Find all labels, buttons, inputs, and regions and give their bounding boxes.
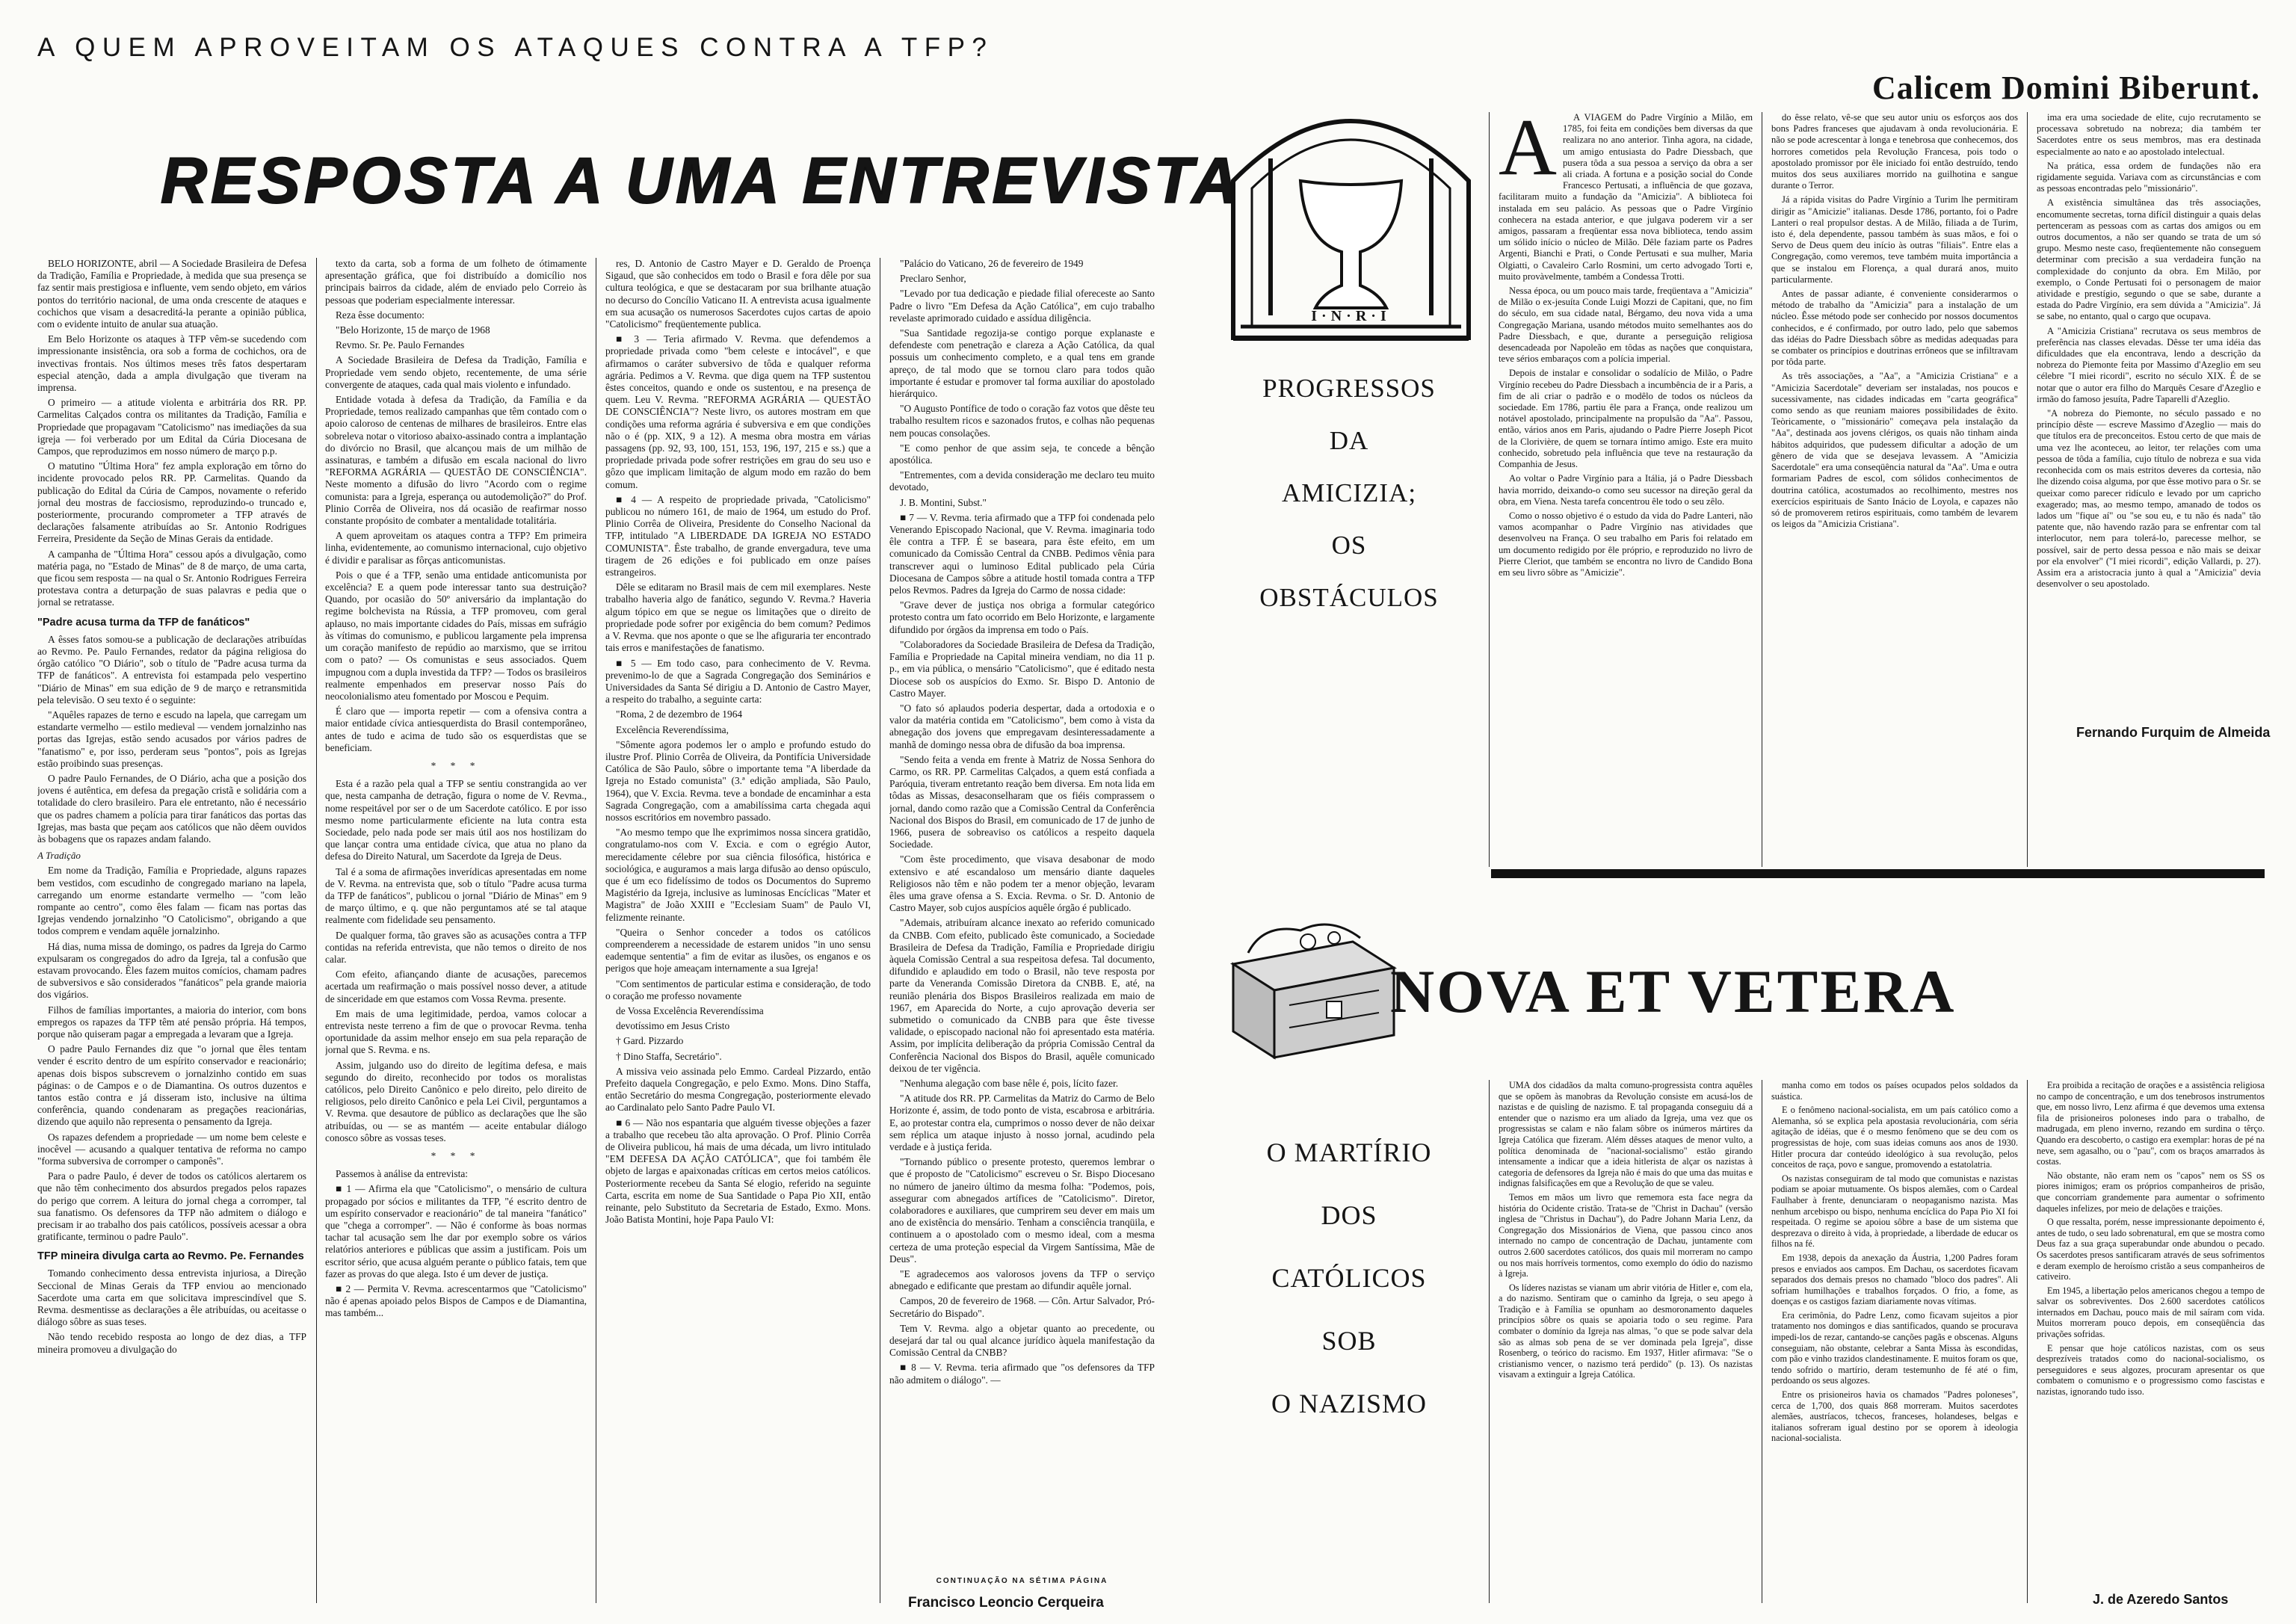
paragraph: De qualquer forma, tão graves são as acusações contra a TFP contidas na referida entrevista, que não temos o direito de nos calar. xyxy=(325,929,587,965)
paragraph: ■ 4 — A respeito de propriedade privada, "Catolicismo" publicou no número 161, de maio de 1964, um estudo do Prof. Plinio Corrêa de Oliveira, Presidente do Conselho Nacional da TFP, intitulado "A LIBERDADE DA IGREJA NO ESTADO COMUNISTA". Êste trabalho, de grande envergadura, teve uma tiragem de 26 edições e foi publicado em onze países estrangeiros. xyxy=(605,493,871,578)
paragraph: O que ressalta, porém, nesse impressionante depoimento é, antes de tudo, o seu lado sobrenatural, em que se mostra como Deus faz a sua graça superabundar onde abundou o pecado. Os sacerdotes presos santificaram através de seus sofrimentos e deram exemplo de heroísmo cristão a seus companheiros de cativeiro. xyxy=(2037,1217,2265,1282)
paragraph: "Ademais, atribuíram alcance inexato ao referido comunicado da CNBB. Com efeito, publicado êste comunicado, a Sociedade Brasileira de Defesa da Tradição, Família e Propriedade dirigiu àquela Comissão Central a sua respeitosa defesa. Tal documento, difundido e aplaudido em todo o Brasil, não teve resposta por parte da Veneranda Comissão Diretora da CNBB. E, até, na reunião plenária dos Bispos Brasileiros realizada em maio de 1967, em Aparecida do Norte, a cujo aprovação deveria ser submetido o comunicado da CNBB para que êste tivesse validade, o episcopado nacional não foi apresentado esta matéria. Assim, por implícita deliberação da própria Comissão Central da Conferência Nacional dos Bispos do Brasil, aquêle comunicado deixou de ter vigência. xyxy=(889,917,1155,1074)
paragraph: Tal é a soma de afirmações inverídicas apresentadas em nome de V. Revma. na entrevista que, sob o título "Padre acusa turma da TFP de fanáticos", publicou o jornal "Diário de Minas" em 9 de março último, e q. que não perguntamos até se tal ataque realmente com fidelidade seu pensamento. xyxy=(325,865,587,926)
paragraph: Em nome da Tradição, Família e Propriedade, alguns rapazes bem vestidos, com escudinho de congregado mariano na lapela, carregando um enorme estandarte vermelho — "com leão rompante ao centro", como êles falam — ficam nas portas das Igrejas vendendo jornalzinho "O Catolicismo", obrigando a que todos comprem e vendam aquêle jornalzinho. xyxy=(37,865,306,937)
paragraph: "O Augusto Pontífice de todo o coração faz votos que dêste teu trabalho resultem ricos e sazonados frutos, e colhas não pequenas nem poucas consolações. xyxy=(889,403,1155,439)
paragraph: Reza êsse documento: xyxy=(336,309,425,321)
paragraph: "Palácio do Vaticano, 26 de fevereiro de 1949 xyxy=(900,258,1084,269)
paragraph: Ao voltar o Padre Virgínio para a Itália, já o Padre Diessbach havia morrido, deixando-o como seu sucessor na direção geral da obra, em Viena. Nesta tarefa concentrou êle todo o seu zêlo. xyxy=(1499,473,1753,507)
paragraph: Dêle se editaram no Brasil mais de cem mil exemplares. Neste trabalho haveria algo de fanático, segundo V. Revma.? Haveria algum tópico em que se negue os limitações que o direito de propriedade pode sofrer por exigência do bem comum? Pedimos a V. Revma. que nos aponte o que se lhe afiguraria ter encontrado tais erros e manifestações de fanatismo. xyxy=(605,581,871,654)
paragraph: Esta é a razão pela qual a TFP se sentiu constrangida ao ver que, nesta campanha de detração, figura o nome de V. Revma., nome respeitável por ser o de um Sacerdote católico. E por isso mesmo nome particularmente eficiente na luta contra esta Sociedade, pelo nada pode ser mais útil aos nos hostilizam do que lançar contra uma entidade cívica, que atua no plano da defesa do Direito Natural, um Sacerdote da Igreja de Deus. xyxy=(325,778,587,862)
paragraph: "E agradecemos aos valorosos jovens da TFP o serviço abnegado e edificante que prestam ao difundir aquêle jornal. xyxy=(889,1268,1155,1292)
section-title-nova-et-vetera: NOVA ET VETERA xyxy=(1390,957,1957,1025)
title-line: AMICIZIA; xyxy=(1281,478,1417,507)
column-rule xyxy=(2027,1080,2028,1603)
paragraph: Na prática, essa ordem de fundações não era rigidamente seguida. Variava com as circunstâncias e com as pessoas encontradas pelo "missionário". xyxy=(2037,160,2261,194)
paragraph: "Sendo feita a venda em frente à Matriz de Nossa Senhora do Carmo, os RR. PP. Carmelitas Calçados, a quem está confiada a Paróquia, tiveram entretanto reação bem diversa. Em nota lida em tôdas as Missas, desaconselharam que os fiéis comprassem o jornal, dando como razão que a Comissão Central da Conferência Nacional dos Bispos do Brasil, em comunicado de 17 de junho de 1966, pusera de sobreaviso os católicos a respeito daquela Sociedade. xyxy=(889,753,1155,850)
paragraph: "O fato só aplaudos poderia despertar, dada a ortodoxia e o valor da matéria contida em "Catolicismo", bem como à vista da abnegação dos jovens que empregavam desinteressadamente a manhã de domingo nessa obra de difusão da boa imprensa. xyxy=(889,702,1155,750)
column-rule xyxy=(1489,112,1490,867)
paragraph: Preclaro Senhor, xyxy=(900,273,966,285)
paragraph: A campanha de "Última Hora" cessou após a divulgação, como matéria paga, no "Estado de Minas" de 8 de março, de uma carta, que ficou sem resposta — na qual o Sr. Antonio Rodrigues Ferreira protestava contra a deturpação de suas palavras e pedia que o jornal se retratasse. xyxy=(37,548,306,608)
paragraph: ■ 8 — V. Revma. teria afirmado que "os defensores da TFP não admitem o diálogo". — xyxy=(889,1362,1155,1386)
paragraph: Os nazistas conseguiram de tal modo que comunistas e nazistas podiam se apoiar mutuamente. Os bispos alemães, com o Cardeal Faulhaber à frente, denunciaram o neopaganismo nazista. Mas nenhum arcebispo ou bispo, nenhuma encíclica do Papa Pio XI foi respeitada. O regime se apoiou sôbre a base de um sistema que desprezava o direito à vida, à propriedade, a liberdade de educar os filhos na fé. xyxy=(1771,1173,2018,1250)
paragraph: Há dias, numa missa de domingo, os padres da Igreja do Carmo expulsaram os congregados do adro da Igreja, tal a confusão que estavam provocando. Êles fazem muitos comícios, chamam padres de subversivos e são considerados "fanáticos" pela grande maioria dos vigários. xyxy=(37,940,306,1001)
motto-calicem: Calicem Domini Biberunt. xyxy=(1872,70,2260,106)
paragraph: Para o padre Paulo, é dever de todos os católicos alertarem os que não têm conhecimento dos absurdos pregados pelos rapazes do perigo que correm. A leitura do jornal chega a corromper, tal sua fanatismo. Os defensores da TFP não admitem o diálogo e precisam ir ao trabalho dos pais católicos, possíveis acessar a obra gratificante, terminou o padre Paulo". xyxy=(37,1170,306,1243)
paragraph: A Sociedade Brasileira de Defesa da Tradição, Família e Propriedade vem sendo objeto, recentemente, de uma série convergente de ataques, cada qual mais violento e infundado. xyxy=(325,354,587,390)
paragraph: Em mais de uma legitimidade, perdoa, vamos colocar a entrevista neste terreno a fim de que o provocar Revma. tenha oportunidade da assim melhor ensejo em sua pela reparação de jornal que S. Revma. e ns. xyxy=(325,1007,587,1056)
amicizia-signature: Fernando Furquim de Almeida xyxy=(2076,725,2271,740)
paragraph: A existência simultânea das três associações, encomumente secretas, torna difícil distinguir a quais delas pertenceram as pessoas com as cartas dos amigos ou em outros documentos, a não ser quando se trata de um só grupo. Mesmo neste caso, freqüentemente não conseguem determinar com precisão a sua verdadeira função na complexidade do conjunto da obra. Em Milão, por exemplo, o Conde Pertusati foi o personagem de maior atividade e prestígio, segundo o que se sabe, durante a estada do Padre Virgínio, era sem dúvida a "Amicizia". Já se sabe, no entanto, qual o cargo que ocupava. xyxy=(2037,197,2261,322)
paragraph: Como o nosso objetivo é o estudo da vida do Padre Lanteri, não vamos acompanhar o Padre Virgínio nas atividades que desenvolveu na França. O seu trabalho em Paris foi relatado em um documento redigido por êle próprio, e reproduzido no livro de Pierre Cleriot, que também se encontra no livro de Candido Bona em seu livro sôbre as "Amicizie". xyxy=(1499,510,1753,578)
paragraph: "Levado por tua dedicação e piedade filial ofereceste ao Santo Padre o livro "Em Defesa da Ação Católica", em cujo trabalho revelaste aprimorado cuidado e assídua diligência. xyxy=(889,288,1155,324)
title-line: OBSTÁCULOS xyxy=(1259,583,1439,612)
paragraph: Entidade votada à defesa da Tradição, da Família e da Propriedade, temos realizado campanhas que têm contado com o apoio caloroso de centenas de milhares de brasileiros. Entre elas sobreleva notar o vitorioso abaixo-assinado contra a implantação do divórcio no Brasil, que alcançou mais de um milhão de assinaturas, e também a difusão em escala nacional do livro "REFORMA AGRÁRIA — QUESTÃO DE CONSCIÊNCIA". Neste momento a difusão do livro "Acordo com o regime comunista: para a Igreja, esperança ou autodemolição?" do Prof. Plinio Corrêa de Oliveira, nos dá ocasião de reafirmar nosso constante propósito de combater a mentalidade totalitária. xyxy=(325,394,587,527)
column-rule xyxy=(316,258,317,1603)
paragraph: ■ 6 — Não nos espantaria que alguém tivesse objeções a fazer a trabalho que recebeu tão alta aprovação. O Prof. Plinio Corrêa de Oliveira publicou, há mais de uma década, um livro intitulado "EM DEFESA DA AÇÃO CATÓLICA", que foi também êle objeto de largas e apaixonadas críticas em certos meios católicos. Posteriormente recebeu da Santa Sé elogio, referido na seguinte Carta, escrita em nome de Sua Santidade o Papa Pio XII, então reinante, pelo Substituto da Secretaria de Estado, Exmo. Mons. João Batista Montini, hoje Papa Paulo VI: xyxy=(605,1117,871,1226)
nazismo-column-2 xyxy=(1771,1080,2018,1611)
drop-cap: A xyxy=(1499,112,1557,192)
paragraph: O padre Paulo Fernandes, de O Diário, acha que a posição dos jovens é autêntica, em defesa da pregação cristã e solidária com a totalidade do clero brasileiro. Para ele entretanto, não é necessário que os padres chamem a polícia para tirar fanáticos das portas das Igrejas, mas basta que peçam aos católicos que não dêem ouvidos às bobagens que os rapazes andam falando. xyxy=(37,772,306,845)
title-line: SOB xyxy=(1321,1326,1377,1356)
paragraph: "Com sentimentos de particular estima e consideração, de todo o coração me professo novamente xyxy=(605,978,871,1001)
article-column-4 xyxy=(889,258,1155,1573)
paragraph: Entre os prisioneiros havia os chamados "Padres poloneses", cerca de 1,700, dos quais 868 morreram. Muitos sacerdotes alemães, austríacos, tchecos, franceses, holandeses, belgas e italianos sofreram igual destino por se oporem à ideologia nacional-socialista. xyxy=(1771,1389,2018,1444)
paragraph: do êsse relato, vê-se que seu autor uniu os esforços aos dos bons Padres franceses que ajudavam à onda revolucionária. E não se pode acrescentar à longa e tenebrosa que conhecemos, dos horrores cometidos pela Revolução Francesa, pois todo o apostolado promissor por êle iniciado foi então destruído, tendo muitos dos seus auxiliares morrido na guilhotina e sangue durante o Terror. xyxy=(1771,112,2018,191)
title-line: PROGRESSOS xyxy=(1262,374,1436,403)
paragraph: O primeiro — a atitude violenta e arbitrária dos RR. PP. Carmelitas Calçados contra os militantes da Tradição, Família e Propriedade que propagavam "Catolicismo" nas imediações da sua igreja — foi verberado por um Edital da Cúria Diocesana de Campos, que reproduzimos em nosso número de março p.p. xyxy=(37,397,306,457)
paragraph: Tem V. Revma. algo a objetar quanto ao precedente, ou desejará dar tal ou qual alcance jurídico àquela manifestação da Comissão Central da CNBB? xyxy=(889,1322,1155,1359)
paragraph: A êsses fatos somou-se a publicação de declarações atribuídas ao Revmo. Pe. Paulo Fernandes, redator da página religiosa do órgão católico "O Diário", sob o título de "Padre acusa turma da TFP de fanáticos". A entrevista foi estampada pelo vespertino "Diário de Minas" em sua edição de 9 de março e retransmitida pela televisão. O seu texto é o seguinte: xyxy=(37,633,306,706)
chalice-emblem xyxy=(1218,69,1484,349)
paragraph: Em 1945, a libertação pelos americanos chegou a tempo de salvar os sobreviventes. Dos 2.600 sacerdotes católicos internados em Dachau, pouco mais de mil saíram com vida. Muitos morreram pouco depois, em conseqüência das privações sofridas. xyxy=(2037,1285,2265,1340)
paragraph: "Roma, 2 de dezembro de 1964 xyxy=(616,708,743,720)
paragraph: Já a rápida visitas do Padre Virgínio a Turim lhe permitiram dirigir as "Amicizie" italianas. Desde 1786, portanto, foi o Padre Lanteri o real propulsor destas. A de Milão, filiada a de Turim, isto é, dela dependente, passou também às suas mãos, e foi o Servo de Deus quem deu início às outras "filiais". Entre elas a Congregação, como veremos, teve também muita importância a que se instalou em Florença, a qual durará anos, muito particularmente. xyxy=(1771,194,2018,285)
paragraph: As três associações, a "Aa", a "Amicizia Cristiana" e a "Amicizia Sacerdotale" deveriam ser instaladas, nos poucos e sucessivamente, nas cidades indicadas em "carta geográfica" como sendo as que reuniam maiores possibilidades de êxito. Teòricamente, o "missionário" começava pela instalação da "Aa", destinada aos jovens clérigos, os quais não tinham ainda hábitos adquiridos, que pudessem dificultar a adoção de um gênero de vida que se desejava levassem. A "Amicizia Sacerdotale" era uma conseqüência natural da "Aa". Uma e outra formariam Padres de escol, com sólidos conhecimentos de doutrina católica, acostumados ao recolhimento, mestres nos exercícios espirituais de Santo Inácio de Loyola, e capazes não só de promoverem retiros espirituais, como também de levarem os leigos da "Amicizia Cristiana". xyxy=(1771,371,2018,530)
paragraph: A missiva veio assinada pelo Emmo. Cardeal Pizzardo, então Prefeito daquela Congregação, e pelo Exmo. Mons. Dino Staffa, então Secretário do mesma Congregação, posteriormente elevado ao Cardinalato pelo Santo Padre Paulo VI. xyxy=(605,1065,871,1114)
title-line: CATÓLICOS xyxy=(1271,1263,1427,1293)
title-line: O MARTÍRIO xyxy=(1266,1137,1432,1167)
section-divider-bar xyxy=(1491,869,2265,878)
paragraph: de Vossa Excelência Reverendíssima xyxy=(616,1004,764,1016)
paragraph: ■ 7 — V. Revma. teria afirmado que a TFP foi condenada pelo Venerando Episcopado Nacional, que V. Revma. imaginaria todo êle contra a TFP. É se baseara, para êste efeito, em um comunicado da Comissão Central da CNBB. Pedimos vênia para transcrever aqui o luminoso Edital publicado pela Cúria Diocesana de Campos sôbre a atitude hostil tomada contra a TFP pelos Revmos. Padres da Igreja do Carmo de nossa cidade: xyxy=(889,511,1155,596)
paragraph: † Dino Staffa, Secretário". xyxy=(616,1050,722,1062)
paragraph: O padre Paulo Fernandes diz que "o jornal que êles tentam vender é escrito dentro de um espírito conservador e reacionário; apenas dois bispos subscrevem o jornalzinho contido em suas páginas: o de Campos e o de Diamantina. Os outros duzentos e tantos estão contra e já disseram isto, inclusive na última conferência, quando condenaram as pregações reacionárias, dizendo que aquilo não representa o pensamento da Igreja. xyxy=(37,1043,306,1128)
paragraph: ■ 5 — Em todo caso, para conhecimento de V. Revma. prevenimo-lo de que a Sagrada Congregação dos Seminários e Universidades da Santa Sé dirigiu a D. Antonio de Castro Mayer, a respeito do trabalho, a seguinte carta: xyxy=(605,657,871,706)
article-column-1 xyxy=(37,258,306,1611)
paragraph: Em 1938, depois da anexação da Áustria, 1,200 Padres foram presos e enviados aos campos. Em Dachau, os sacerdotes ficavam separados dos demais presos no chamado "bloco dos padres". Ali sofriam humilhações e trabalhos forçados. O frio, a fome, as doenças e os castigos faziam diariamente novas vítimas. xyxy=(1771,1252,2018,1307)
paragraph: "Sua Santidade regozija-se contigo porque explanaste e defendeste com penetração e clareza a Ação Católica, da qual possuis um conhecimento completo, e a qual tens em grande apreço, de tal modo que se tornou claro para todos quão importante é estudar e promover tal forma auxiliar do apostolado hierárquico. xyxy=(889,327,1155,400)
paragraph: Os rapazes defendem a propriedade — um nome bem celeste e inocêvel — acusando a qualquer tentativa de reforma no campo "forma subversiva de corromper o camponês". xyxy=(37,1131,306,1167)
paragraph: † Gard. Pizzardo xyxy=(616,1035,684,1047)
amicizia-column-1 xyxy=(1499,112,1753,867)
paragraph: UMA dos cidadãos da malta comuno-progressista contra aquêles que se opõem às manobras da Revolução consiste em acusá-los de nazistas e de quisling de nazismo. E tal propaganda conseguiu dá a entender que o nazismo era um aliado da Igreja, uma vez que os progressistas se calam e não falam sôbre os inúmeros mártires da Igreja Católica que fizeram. Além dêsses ataques de menor vulto, a política denominada de "nacional-socialismo" estão girando intensamente a indicar que a ideia hitlerista de alçar os nazistas à categoria de defensores da Igreja não é mais do que uma das muitas e indignas falsificações em que a Revolução de que se valeu. xyxy=(1499,1080,1753,1189)
paragraph: Não obstante, não eram nem os "capos" nem os SS os piores inimigos; eram os próprios companheiros de prisão, que concorriam grandemente para aumentar o sofrimento daqueles infelizes, por meio de delações e traições. xyxy=(2037,1170,2265,1214)
paragraph: ima era uma sociedade de elite, cujo recrutamento se processava sobretudo na nobreza; dia também ter Sacerdotes entre os seus membros, mas era destinada especialmente ao nato e ao apostolado intelectual. xyxy=(2037,112,2261,157)
paragraph: Campos, 20 de fevereiro de 1968. — Côn. Artur Salvador, Pró-Secretário do Bispado". xyxy=(889,1295,1155,1319)
amicizia-column-3 xyxy=(2037,112,2261,762)
column-rule xyxy=(1489,1080,1490,1603)
paragraph: Era proibida a recitação de orações e a assistência religiosa no campo de concentração, e um dos tenebrosos instrumentos que, em nosso livro, Lenz afirma é que devemos uma extensa fila de prisioneiros poloneses indo para o trabalho, de madrugada, em pleno inverno, rezando em surdina o têrço. Quando era descoberto, o castigo era exemplar: horas de pé na neve, sem agasalho, ou o "pau", com os braços amarrados às costas. xyxy=(2037,1080,2265,1167)
paragraph: "Belo Horizonte, 15 de março de 1968 xyxy=(336,324,490,336)
paragraph: "E como penhor de que assim seja, te concede a bênção apostólica. xyxy=(889,442,1155,466)
paragraph: "Tornando público o presente protesto, queremos lembrar o que é proposto de "Catolicismo" escreveu o Sr. Bispo Diocesano no número de janeiro último da mesma folha: "Podemos, pois, assegurar com abnegados artífices de "Catolicismo". Diretor, colaboradores e auxiliares, que cumprirem seu dever em mais um ano de existência do mensário. Tenham a consciência tranqüila, e continuem a o apostolado com o mesmo ideal, com a mesma certeza de uma proteção especial da Virgem Santíssima, Mãe de Deus". xyxy=(889,1156,1155,1265)
article-column-3 xyxy=(605,258,871,1611)
paragraph: Não tendo recebido resposta ao longo de dez dias, a TFP mineira promoveu a divulgação do xyxy=(37,1331,306,1355)
title-line: O NAZISMO xyxy=(1271,1389,1427,1418)
paragraph: "Nenhuma alegação com base nêle é, pois, lícito fazer. xyxy=(900,1078,1119,1089)
subheading-tfp-mineira: TFP mineira divulga carta ao Revmo. Pe. Fernandes xyxy=(37,1250,304,1263)
paragraph: E pensar que hoje católicos nazistas, com os seus desprezíveis tratados como do nacional-socialismo, os perseguidores e seus algozes, procuram apresentar os que combatem o comunismo e o progressismo como fascistas e nazistas, ignorando tudo isso. xyxy=(2037,1342,2265,1398)
paragraph: Excelência Reverendíssima, xyxy=(616,723,729,735)
paragraph: "Ao mesmo tempo que lhe exprimimos nossa sincera gratidão, congratulamo-nos com V. Excia. e com o egrégio Autor, merecidamente célebre por sua ciência filosófica, histórica e sociológica, e auguramos a mais larga difusão ao denso opúsculo, que é um eco fidelíssimo de todos os Documentos do Supremo Magistério da Igreja, inclusive as luminosas Encíclicas "Mater et Magistra" de João XXIII e "Ecclesiam Suam" de Paulo VI, felizmente reinante. xyxy=(605,827,871,923)
paragraph: "Aquêles rapazes de terno e escudo na lapela, que carregam um estandarte vermelho — estilo medieval — vendem jornalzinho nas portas das Igrejas, estão sendo acusados por vários padres de "fanatismo" e, por isso, perderam seus "pontos", pois as Igrejas estão proibindo suas presenças. xyxy=(37,708,306,769)
article-title-martirio xyxy=(1226,1121,1472,1435)
section-divider-stars: * * * xyxy=(430,1150,481,1162)
paragraph: Em Belo Horizonte os ataques à TFP vêm-se sucedendo com impressionante insistência, ora sob a forma de cochichos, ora de invectivas frontais. Nos últimos meses três fatos despertaram especial atenção, dada a ampla divulgação que tiveram na imprensa. xyxy=(37,333,306,394)
paragraph: devotíssimo em Jesus Cristo xyxy=(616,1020,730,1032)
column-rule xyxy=(2027,112,2028,867)
paragraph: "Com êste procedimento, que visava desabonar de modo extensivo e até escandaloso um mensário diante daqueles Religiosos não têm e não podem ter a menor objeção, levaram êles uma grave ofensa a S. Excia. Revma. o Sr. D. Antonio de Castro Mayer, sob cujos auspícios aquêle órgão é publicado. xyxy=(889,853,1155,914)
author-signature: Francisco Leoncio Cerqueira xyxy=(908,1595,1104,1611)
paragraph: A "Amicizia Cristiana" recrutava os seus membros de preferência nas classes elevadas. Dêsse ter uma idéia das dificuldades que ela encontrava, lendo a descrição da nobreza do Piemonte feita por Massimo d'Azeglio em seu célebre "I miei ricordi", escrito no século XIX. É de se notar que o autor era filho do Marquês Cesare d'Azeglio e irmão do famoso jesuíta, Padre Taparelli d'Azeglio. xyxy=(2037,325,2261,404)
chest-icon xyxy=(1218,908,1401,1061)
paragraph: A VIAGEM do Padre Virgínio a Milão, em 1785, foi feita em condições bem diversas da que realizara no ano anterior. Tinha agora, na cidade, um amigo entusiasta do Padre Diessbach, que pusera tôda a sua pessoa a serviço da obra a ser ali criada. A fortuna e a posição social do Conde Francesco Pertusati, a influência de que gozava, facilitaram muito a fundação da "Amicizia". A biblioteca foi instalada em seu palácio. As pessoas que o Padre Virgínio conhecera na estada anterior, e que julgava poderem vir a ser amigos, passaram a freqüentar essa nova biblioteca, tendo assim um sólido início o núcleo de Milão. Dêle faziam parte os Padres Argenti, Bianchi e Prati, o Conde Pertusati e sua mulher, Maria Olgiatti, o Cavaleiro Carlo Rosmini, um certo advogado Torti e, muito provàvelmente, também a Condessa Trotti. xyxy=(1499,112,1753,282)
article-title-progressos xyxy=(1226,362,1472,624)
section-kicker: A QUEM APROVEITAM OS ATAQUES CONTRA A TFP? xyxy=(37,33,994,62)
paragraph: Revmo. Sr. Pe. Paulo Fernandes xyxy=(336,339,465,351)
paragraph: E o fenômeno nacional-socialista, em um país católico como a Alemanha, só se explica pela apostasia revolucionária, com séria agitação de idéias, que é o mesmo fenômeno que se deu com os progressistas de hoje, com suas ideias comuns aos anos de 1930. Hitler procura dar conteúdo ideológico à sua revolução, pelos conceitos de raça, povo e sangue, promovendo a estatolatria. xyxy=(1771,1105,2018,1170)
paragraph: BELO HORIZONTE, abril — A Sociedade Brasileira de Defesa da Tradição, Família e Propriedade, à medida que sua presença se faz sentir mais prestigiosa e influente, vem sendo objeto, em vários pontos do território nacional, de uma onda crescente de ataques e cochichos que visam a desacreditá-la perante a opinião pública, com o evidente intuito de anular sua atuação. xyxy=(37,258,306,330)
title-line: DA xyxy=(1329,426,1369,455)
treasure-chest-illustration xyxy=(1218,908,1401,1061)
title-line: DOS xyxy=(1321,1200,1377,1230)
inri-label: I·N·R·I xyxy=(1311,308,1391,324)
article-column-2 xyxy=(325,258,587,1611)
paragraph: Era cerimônia, do Padre Lenz, como ficavam sujeitos a pior tratamento nos domingos e dias santificados, quando se procurava impedi-los de rezar, cantando-se canções pagãs e obscenas. Alguns conseguiam, não obstante, celebrar a Santa Missa às escondidas, com pão e vinho trazidos clandestinamente. E muitos foram os que, tendo sofrido o martírio, deram testemunho de fé até o fim, perdoando os seus algozes. xyxy=(1771,1309,2018,1386)
paragraph: "Entrementes, com a devida consideração me declaro teu muito devotado, xyxy=(889,469,1155,493)
paragraph: Pois o que é a TFP, senão uma entidade anticomunista por excelência? E a quem pode interessar tanto sua destruição? Quando, por ocasião do 50º aniversário da implantação do regime bolchevista na Rússia, a TFP promoveu, com geral aplauso, no mais importante cidades do País, missas em sufrágio às vítimas do comunismo, e publicou largamente pela imprensa um coração manifesto de repúdio ao marxismo, que se irritou com o pato? — Os comunistas e seus associados. Quem impugnou com a dupla investida da TFP? — Todos os brasileiros realmente empenhados em preservar nosso País do neocolonialismo ateu fomentado por Moscou e Pequim. xyxy=(325,569,587,702)
paragraph: ■ 3 — Teria afirmado V. Revma. que defendemos a propriedade privada como "bem celeste e intocável", e que afirmamos o caráter subversivo de tôda e qualquer reforma agrária. Pedimos a V. Revma. que diga quem na TFP sustentou êstes conceitos, quando e onde os sustentou, e na presença de quem. Leu V. Revma. "REFORMA AGRÁRIA — QUESTÃO DE CONSCIÊNCIA"? Neste livro, os autores mostram em que condições uma reforma agrária é subversiva e em que condições não o é (pp. XIX, 9 a 12). A mesma obra mostra em várias passagens (pp. 92, 93, 100, 151, 153, 196, 197, 215 e ss.) que a propriedade privada pode sofrer restrições em grau do seu uso e gôzo que implicam limitação de algum modo em razão do bem comum. xyxy=(605,333,871,490)
paragraph: Temos em mãos um livro que rememora esta face negra da história do Ocidente cristão. Trata-se de "Christ in Dachau" (versão inglesa de "Christus in Dachau"), do Padre Johann Maria Lenz, da Congregação dos Missionários de Viena, que passou cinco anos internado no campo de concentração de Dachau, juntamente com outros 2.600 sacerdotes católicos, dos quais mil morreram no campo ou nos mais horríveis tormentos, como exemplo do ódio do nazismo à Igreja. xyxy=(1499,1191,1753,1279)
paragraph: Assim, julgando uso do direito de legítima defesa, e mais segundo do direito, reconhecido por todos os moralistas católicos, pelo Direito Canônico e pelo direito, pelo direito de religiosos, pelo direito Canônico e pela Lei Civil, perguntamos a V. Revma. que desautore de público as declarações que lhe são atribuídas, ou — se as mantém — aceite entabular diálogo conosco sôbre as vossas teses. xyxy=(325,1059,587,1143)
paragraph: manha como em todos os países ocupados pelos soldados da suástica. xyxy=(1771,1080,2018,1102)
paragraph: "Colaboradores da Sociedade Brasileira de Defesa da Tradição, Família e Propriedade na Capital mineira vendiam, no dia 11 p. p., em via pública, o mensário "Catolicismo", que é editado nesta Diocese sob os auspícios do Exmo. Sr. Bispo D. Antonio de Castro Mayer. xyxy=(889,638,1155,699)
paragraph: Com efeito, afiançando diante de acusações, parecemos acertada um reafirmação o mais possível nosso dever, a atitude de sinceridade em que estamos com Vossa Revma. presente. xyxy=(325,969,587,1004)
paragraph: "A nobreza do Piemonte, no século passado e no princípio dêste — escreve Massimo d'Azeglio — mais do que títulos era de preconceitos. Estou certo de que mais de uma vez lhe aconteceu, ao leitor, ter relações com uma pessoa de tôda a família, cujo título de nobreza e sua vida reconhecida com os mais estritos deveres da cortesia, não lhe dizendo coisa alguma, por que êsse motivo para o Sr. se queixar como parecer ridículo e levado por um capricho exagerado; mas, ao mesmo tempo, amanado de todos os lados um "fique aí" ou "se sou eu, e tu não és nada" tão patente que, não havendo razão para se enfrentar com tal interlocutor, nem para tolerá-lo, parecesse melhor, se possível, sair de perto dessa pessoa e não mais se deixar por ela envolver" ("I miei ricordi", edição Vallardi, p. 27). Assim era a aristocracia junto à qual a "Amicizia" devia desenvolver o seu apostolado. xyxy=(2037,408,2261,590)
section-label-tradicao: A Tradição xyxy=(37,850,81,862)
paragraph: "Sômente agora podemos ler o amplo e profundo estudo do ilustre Prof. Plinio Corrêa de Oliveira, da Pontifícia Universidade Católica de São Paulo, sôbre o importante tema "A liberdade da Igreja no Estado comunista" (3.ª edição ampliada, São Paulo, 1964), que V. Excia. Revma. teve a bondade de encaminhar a esta Sagrada Congregação, com a amabilíssima carta chegada aqui nossos escritórios em novembro passado. xyxy=(605,738,871,823)
nazismo-column-3 xyxy=(2037,1080,2265,1577)
paragraph: ■ 2 — Permita V. Revma. acrescentarmos que "Catolicismo" não é apenas apoiado pelos Bispos de Campos e de Diamantina, mas também... xyxy=(325,1283,587,1319)
nazismo-column-1 xyxy=(1499,1080,1753,1611)
paragraph: ■ 1 — Afirma ela que "Catolicismo", o mensário de cultura propagado por sócios e militantes da TFP, "é escrito dentro de um espírito conservador e reacionário" de tal maneira "fanático" que "chega a corromper". — Não é conforme às boas normas tachar tal acusação sem lhe dar por exemplo sobre os vários relatórios anteriores e públicas que assim a justificam. Pois um escritor sério, que acusa alguém perante o público fatais, tem que fazer as provas do que alega. Isto é um dever de justiça. xyxy=(325,1183,587,1279)
paragraph: O matutino "Última Hora" fez ampla exploração em tôrno do incidente provocado pelos RR. PP. Carmelitas. Quando da publicação do Edital da Cúria de Campos, novamente o referido jornal deu mostras de facciosismo, reproduzindo-o truncado e, posteriormente, procurando comprometer a TFP através de declarações falsamente atribuídas ao Sr. Antonio Rodrigues Ferreira, Presidente da Seção de Minas Gerais da entidade. xyxy=(37,460,306,545)
paragraph: Tomando conhecimento dessa entrevista injuriosa, a Direção Seccional de Minas Gerais da TFP enviou ao mencionado Sacerdote uma carta em que solicitava imprescindível que S. Revma. desmentisse as declarações a êle atribuídas, ou aceitasse o diálogo sôbre as suas teses. xyxy=(37,1268,306,1328)
article-headline: RESPOSTA A UMA ENTREVISTA xyxy=(161,145,1242,217)
paragraph: Depois de instalar e consolidar o sodalício de Milão, o Padre Virgínio recebeu do Padre Diessbach a incumbência de ir a Paris, a fim de ali criar o padrão e o modêlo de todos os núcleos da sociedade. Em 1786, partiu êle para a França, onde realizou um notável apostolado, principalmente na propulsão da "Aa". Passou, então, vários anos em Paris, ajudando o Padre Pierre Joseph Picot de la Clorivière, de quem se tornara íntimo amigo. Este era muito conhecido, sobretudo pela influência que teve na restauração da Companhia de Jesus. xyxy=(1499,368,1753,470)
paragraph: J. B. Montini, Subst." xyxy=(900,496,987,508)
paragraph: Nessa época, ou um pouco mais tarde, freqüentava a "Amicizia" de Milão o ex-jesuíta Conde Luigi Mozzi de Capitani, que, no fim do século, em sua cidade natal, Bérgamo, deu nova vida a uma Congregação Mariana, usando métodos muito semelhantes aos do Padre Diessbach, e que, durante a perseguição religiosa desencadeada por Napoleão em tôdas as nações que conquistara, teve sérios embaraços com a polícia imperial. xyxy=(1499,285,1753,365)
paragraph: Antes de passar adiante, é conveniente considerarmos o método de trabalho da "Amicizia" para a instalação de um núcleo. Êsse método pode ser conhecido por nossos documentos conhecidos, e é confirmado, por outro lado, pelo que sabemos das idéias do Padre Diessbach sôbre as medidas adequadas para se combater os princípios e doutrinas errôneos que se infiltravam por tôda parte. xyxy=(1771,288,2018,368)
chalice-icon xyxy=(1218,69,1484,349)
paragraph: "A atitude dos RR. PP. Carmelitas da Matriz do Carmo de Belo Horizonte é, assim, de todo ponto de vista, escabrosa e arbitrária. E, ao protestar contra ela, cumprimos o nosso dever de não deixar sem réplica um ataque injusto à nosso jornal, acudindo pela verdade e à justiça ferida. xyxy=(889,1093,1155,1153)
title-line: OS xyxy=(1331,531,1367,560)
paragraph: Passemos à análise da entrevista: xyxy=(336,1168,469,1180)
paragraph: "Grave dever de justiça nos obriga a formular categórico protesto contra um fato ocorrido em Belo Horizonte, e largamente difundido por órgãos da imprensa em todo o País. xyxy=(889,599,1155,635)
continued-note: CONTINUAÇÃO NA SÉTIMA PÁGINA xyxy=(936,1577,1108,1585)
paragraph: É claro que — importa repetir — com a ofensiva contra a maior entidade cívica antiesquerdista do Brasil contemporâneo, antes de tudo e acima de tudo são os esquerdistas que se beneficiam. xyxy=(325,706,587,753)
subheading-padre-acusa: "Padre acusa turma da TFP de fanáticos" xyxy=(37,616,250,629)
paragraph: Filhos de famílias importantes, a maioria do interior, com bons empregos os rapazes da TFP têm até pensão própria. Há tempos, porque não quiseram pagar a empregada a levaram que a Igreja. xyxy=(37,1004,306,1040)
paragraph: res, D. Antonio de Castro Mayer e D. Geraldo de Proença Sigaud, que são conhecidos em todo o Brasil e fora dêle por sua cultura teológica, e que se destacaram por sua brilhante atuação no decurso do Concílio Vaticano II. A entrevista acusa igualmente em sua acusação os numerosos Sacerdotes cujos cartas de apoio "Catolicismo" freqüentemente publica. xyxy=(605,258,871,330)
paragraph: A quem aproveitam os ataques contra a TFP? Em primeira linha, evidentemente, ao comunismo internacional, cujo objetivo é dividir e paralisar as fôrças anticomunistas. xyxy=(325,530,587,566)
paragraph: "Queira o Senhor conceder a todos os católicos compreenderem a necessidade de estarem unidos "in uno sensu eademque sententia" a fim de evitar as ilusões, os enganos e os perigos que hoje ameaçam internamente a sua Igreja! xyxy=(605,926,871,975)
paragraph: texto da carta, sob a forma de um folheto de ótimamente apresentação gráfica, que foi distribuído a domicílio nos principais bairros da cidade, além de enviado pelo Correio às pessoas que poderiam especialmente interessar. xyxy=(325,258,587,306)
paragraph: Os líderes nazistas se vianam um abrir vitória de Hitler e, com ela, a do nazismo. Sentiram que o caminho da Igreja, o seu apego à Tradição e à Família se opunham ao desmoronamento daqueles princípios sôbre os quais se apoiaria todo o seu regime. Para combater o domínio da Igreja nas almas, "o que se pode salvar dela são as almas sob pena de se ver dominada pela Igreja", disse Rosenberg, o teórico do racismo. Em 1937, Hitler afirmava: "Se o cristianismo vencer, o nazismo terá perdido" (p. 13). Os nazistas visavam a extinguir a Igreja Católica. xyxy=(1499,1282,1753,1380)
section-divider-stars: * * * xyxy=(430,759,481,771)
nazismo-signature: J. de Azeredo Santos xyxy=(2093,1592,2229,1607)
amicizia-column-2 xyxy=(1771,112,2018,867)
